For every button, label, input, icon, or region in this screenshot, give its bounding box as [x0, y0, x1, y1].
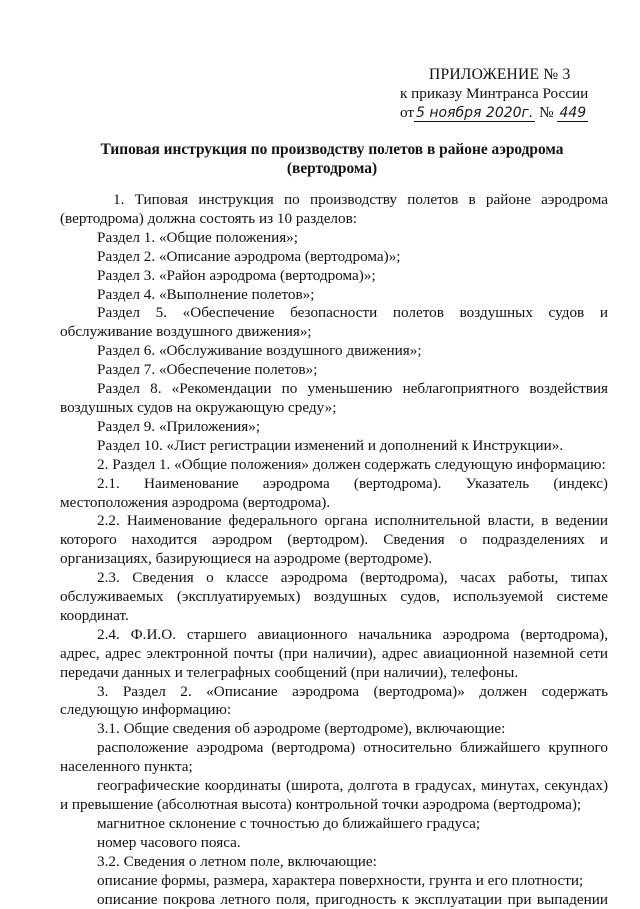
- appendix-title: ПРИЛОЖЕНИЕ № 3: [429, 66, 571, 83]
- section-item-4: Раздел 4. «Выполнение полетов»;: [97, 285, 315, 303]
- number-prefix: №: [539, 103, 554, 121]
- section-item-7: Раздел 7. «Обеспечение полетов»;: [97, 361, 318, 379]
- paragraph-2: 2. Раздел 1. «Общие положения» должен содержать следующую информацию:: [97, 455, 606, 473]
- section-item-5: Раздел 5. «Обеспечение безопасности полетов воздушных судов и обслуживание воздушного движения»;: [60, 304, 608, 341]
- section-item-2: Раздел 2. «Описание аэродрома (вертодрома)»;: [97, 247, 401, 265]
- paragraph-3-2-form: описание формы, размера, характера поверхности, грунта и его плотности;: [97, 871, 584, 889]
- paragraph-3-1: 3.1. Общие сведения об аэродроме (вертодроме), включающие:: [97, 720, 506, 738]
- section-item-1: Раздел 1. «Общие положения»;: [97, 228, 298, 246]
- paragraph-3-1-declination: магнитное склонение с точностью до ближайшего градуса;: [97, 814, 481, 832]
- paragraph-1: 1. Типовая инструкция по производству полетов в районе аэродрома (вертодрома) должна состоять из 10 разделов:: [60, 191, 608, 227]
- appendix-header: [398, 66, 634, 123]
- document-title: Типовая инструкция по производству полетов в районе аэродрома (вертодрома): [100, 141, 564, 177]
- section-item-3: Раздел 3. «Район аэродрома (вертодрома)»;: [97, 266, 376, 284]
- section-item-10: Раздел 10. «Лист регистрации изменений и дополнений к Инструкции».: [97, 436, 564, 454]
- paragraph-3-1-timezone: номер часового пояса.: [97, 833, 241, 851]
- order-date-line: [400, 104, 634, 123]
- paragraph-2-1: 2.1. Наименование аэродрома (вертодрома). Указатель (индекс) местоположения аэродрома (вертодрома).: [60, 474, 608, 511]
- section-item-8: Раздел 8. «Рекомендации по уменьшению неблагоприятного воздействия воздушных судов на окружающую среду»;: [60, 380, 608, 416]
- paragraph-3: 3. Раздел 2. «Описание аэродрома (вертодрома)» должен содержать следующую информацию:: [60, 682, 608, 719]
- paragraph-3-1-location: расположение аэродрома (вертодрома) относительно ближайшего крупного населенного пункта;: [60, 739, 608, 776]
- document-body: [60, 191, 608, 909]
- paragraph-2-3: 2.3. Сведения о классе аэродрома (вертодрома), часах работы, типах обслуживаемых (эксплуатируемых) воздушных судов, используемой системе координат.: [60, 569, 608, 624]
- paragraph-2-4: 2.4. Ф.И.О. старшего авиационного начальника аэродрома (вертодрома), адрес, адрес электронной почты (при наличии), адрес авиационной наземной сети передачи данных и телеграфных сообщений (при наличии), телефоны.: [60, 625, 608, 681]
- section-item-6: Раздел 6. «Обслуживание воздушного движения»;: [97, 342, 422, 360]
- paragraph-3-1-coordinates: географические координаты (широта, долгота в градусах, минутах, секундах) и превышение (абсолютная высота) контрольной точки аэродрома (вертодрома);: [60, 777, 608, 813]
- paragraph-2-2: 2.2. Наименование федерального органа исполнительной власти, в ведении которого находится аэродром (вертодром). Сведения о подразделениях и организациях, базирующиеся на аэродроме (вертодроме).: [60, 512, 608, 568]
- paragraph-3-2: 3.2. Сведения о летном поле, включающие:: [97, 852, 377, 870]
- order-reference: к приказу Минтранса России: [400, 84, 589, 102]
- handwritten-date: 5 ноября 2020г.: [416, 104, 534, 121]
- date-prefix: от: [400, 103, 415, 121]
- section-item-9: Раздел 9. «Приложения»;: [97, 417, 261, 435]
- handwritten-order-number: 449: [559, 104, 587, 121]
- paragraph-3-2-cover: описание покрова летного поля, пригодность к эксплуатации при выпадении: [97, 890, 608, 908]
